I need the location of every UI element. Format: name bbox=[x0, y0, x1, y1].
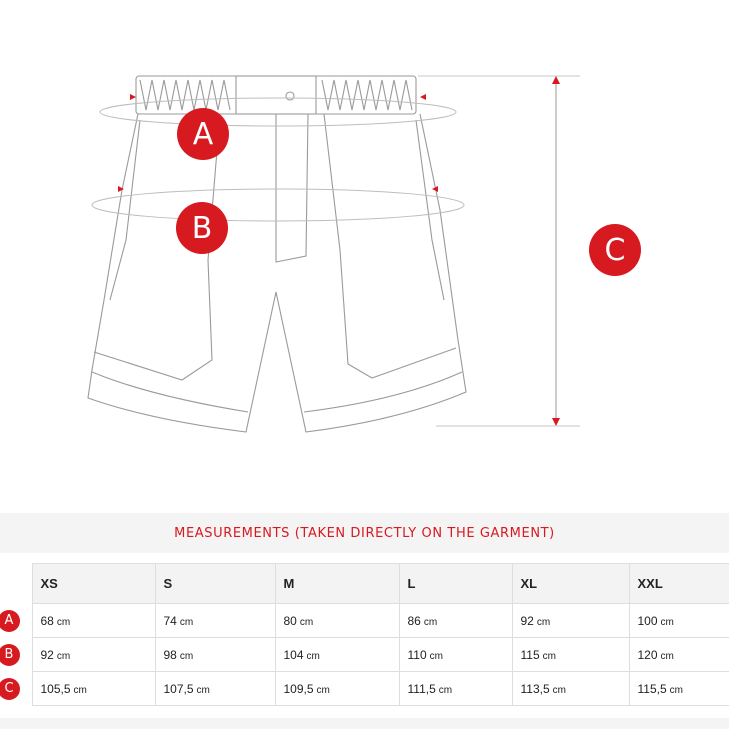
cell-unit: cm bbox=[316, 684, 330, 696]
marker-b: B bbox=[176, 202, 228, 254]
row-label-c bbox=[0, 672, 32, 706]
cell-value: 110 bbox=[407, 647, 427, 662]
size-header-row bbox=[0, 564, 729, 604]
row-marker-c: C bbox=[0, 678, 20, 700]
cell-value: 74 bbox=[163, 613, 177, 628]
size-xxl: XXL bbox=[629, 564, 729, 604]
size-m: M bbox=[275, 564, 399, 604]
size-table bbox=[0, 563, 729, 706]
table-cell bbox=[629, 604, 729, 638]
measurements-banner bbox=[0, 513, 729, 553]
table-row bbox=[0, 604, 729, 638]
row-label-b bbox=[0, 638, 32, 672]
size-l: L bbox=[399, 564, 512, 604]
table-cell bbox=[155, 604, 275, 638]
row-marker-a: A bbox=[0, 610, 20, 632]
cell-value: 86 bbox=[407, 613, 421, 628]
size-xs: XS bbox=[32, 564, 155, 604]
cell-value: 92 bbox=[40, 647, 54, 662]
size-s: S bbox=[155, 564, 275, 604]
cell-value: 98 bbox=[163, 647, 177, 662]
table-cell bbox=[155, 672, 275, 706]
cell-value: 105,5 bbox=[40, 681, 71, 696]
cell-value: 109,5 bbox=[283, 681, 314, 696]
cell-unit: cm bbox=[429, 650, 443, 662]
table-cell bbox=[275, 604, 399, 638]
table-cell bbox=[155, 638, 275, 672]
cell-unit: cm bbox=[56, 650, 71, 662]
cell-unit: cm bbox=[73, 684, 87, 696]
cell-unit: cm bbox=[660, 650, 674, 662]
cell-unit: cm bbox=[299, 616, 314, 628]
cell-value: 68 bbox=[40, 613, 54, 628]
cell-unit: cm bbox=[660, 616, 674, 628]
header-corner bbox=[0, 564, 32, 604]
cell-value: 115 bbox=[520, 647, 540, 662]
size-xl: XL bbox=[512, 564, 629, 604]
cell-value: 111,5 bbox=[407, 681, 436, 696]
measurements-title: MEASUREMENTS (TAKEN DIRECTLY ON THE GARMENT) bbox=[174, 525, 555, 541]
table-cell bbox=[399, 638, 512, 672]
table-row bbox=[0, 672, 729, 706]
cell-unit: cm bbox=[56, 616, 71, 628]
bottom-strip bbox=[0, 718, 729, 729]
table-row bbox=[0, 638, 729, 672]
cell-value: 80 bbox=[283, 613, 297, 628]
cell-unit: cm bbox=[669, 684, 683, 696]
cell-unit: cm bbox=[306, 650, 320, 662]
table-cell bbox=[32, 638, 155, 672]
cell-value: 104 bbox=[283, 647, 304, 662]
table-cell bbox=[275, 638, 399, 672]
table-cell bbox=[629, 672, 729, 706]
cell-value: 107,5 bbox=[163, 681, 194, 696]
cell-unit: cm bbox=[196, 684, 210, 696]
row-marker-b: B bbox=[0, 644, 20, 666]
table-cell bbox=[399, 672, 512, 706]
marker-c: C bbox=[589, 224, 641, 276]
cell-value: 115,5 bbox=[637, 681, 667, 696]
cell-unit: cm bbox=[536, 616, 551, 628]
cell-unit: cm bbox=[179, 650, 194, 662]
cell-unit: cm bbox=[438, 684, 453, 696]
cell-value: 100 bbox=[637, 613, 658, 628]
cell-unit: cm bbox=[179, 616, 194, 628]
cell-unit: cm bbox=[552, 684, 566, 696]
row-label-a bbox=[0, 604, 32, 638]
cell-unit: cm bbox=[542, 650, 556, 662]
cell-value: 113,5 bbox=[520, 681, 550, 696]
table-cell bbox=[512, 604, 629, 638]
table-cell bbox=[512, 638, 629, 672]
cell-unit: cm bbox=[423, 616, 438, 628]
marker-a: A bbox=[177, 108, 229, 160]
table-cell bbox=[275, 672, 399, 706]
cell-value: 120 bbox=[637, 647, 658, 662]
table-cell bbox=[32, 604, 155, 638]
table-cell bbox=[32, 672, 155, 706]
table-cell bbox=[512, 672, 629, 706]
cell-value: 92 bbox=[520, 613, 534, 628]
table-cell bbox=[399, 604, 512, 638]
table-cell bbox=[629, 638, 729, 672]
